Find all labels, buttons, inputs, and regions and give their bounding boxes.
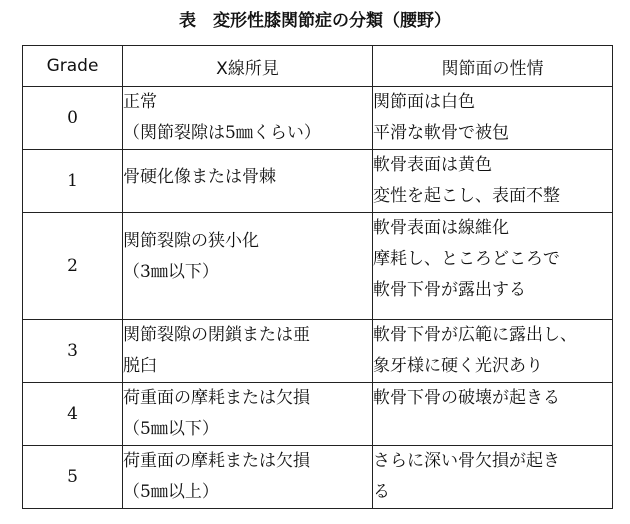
xray-cell [123, 446, 373, 509]
table-row [23, 213, 613, 320]
header-xray-findings: X線所見 [123, 46, 373, 87]
xray-line: 正常 [123, 92, 157, 112]
xray-line: （3㎜以下） [123, 262, 219, 282]
joint-cell [373, 320, 613, 383]
xray-line: （5㎜以下） [123, 419, 219, 439]
joint-line: 軟骨下骨が露出する [373, 280, 526, 300]
joint-cell [373, 383, 613, 446]
grade-cell: 0 [23, 87, 123, 150]
joint-line: 軟骨下骨の破壊が起きる [373, 388, 560, 408]
xray-line: （関節裂隙は5㎜くらい） [123, 123, 321, 143]
classification-table [22, 45, 613, 509]
joint-cell [373, 150, 613, 213]
joint-line: 象牙様に硬く光沢あり [373, 356, 543, 376]
joint-cell [373, 87, 613, 150]
table-row [23, 87, 613, 150]
xray-line: （5㎜以上） [123, 482, 219, 502]
joint-line: 軟骨下骨が広範に露出し、 [373, 325, 577, 345]
joint-line: さらに深い骨欠損が起き [373, 451, 560, 471]
table-row [23, 320, 613, 383]
joint-line: 変性を起こし、表面不整 [373, 186, 560, 206]
joint-line: 摩耗し、ところどころで [373, 249, 560, 269]
joint-cell [373, 213, 613, 320]
xray-line: 骨硬化像または骨棘 [123, 167, 276, 187]
xray-cell [123, 383, 373, 446]
table-row [23, 383, 613, 446]
table-title: 表 変形性膝関節症の分類（腰野） [179, 11, 451, 31]
xray-line: 関節裂隙の閉鎖または亜 [123, 325, 310, 345]
xray-line: 脱臼 [123, 356, 157, 376]
grade-cell: 3 [23, 320, 123, 383]
grade-cell: 5 [23, 446, 123, 509]
xray-cell [123, 320, 373, 383]
header-grade: Grade [23, 46, 123, 87]
header-joint-surface: 関節面の性情 [373, 46, 613, 87]
grade-cell: 2 [23, 213, 123, 320]
xray-cell [123, 87, 373, 150]
grade-cell: 1 [23, 150, 123, 213]
table-row [23, 446, 613, 509]
xray-line: 関節裂隙の狭小化 [123, 231, 259, 251]
header-row [23, 46, 613, 87]
joint-line: 軟骨表面は黄色 [373, 155, 492, 175]
xray-cell [123, 213, 373, 320]
joint-line: 平滑な軟骨で被包 [373, 123, 509, 143]
joint-line: 関節面は白色 [373, 92, 475, 112]
joint-cell [373, 446, 613, 509]
joint-line: る [373, 482, 390, 502]
xray-cell [123, 150, 373, 213]
xray-line: 荷重面の摩耗または欠損 [123, 451, 310, 471]
joint-line: 軟骨表面は線維化 [373, 218, 509, 238]
table-row [23, 150, 613, 213]
xray-line: 荷重面の摩耗または欠損 [123, 388, 310, 408]
grade-cell: 4 [23, 383, 123, 446]
